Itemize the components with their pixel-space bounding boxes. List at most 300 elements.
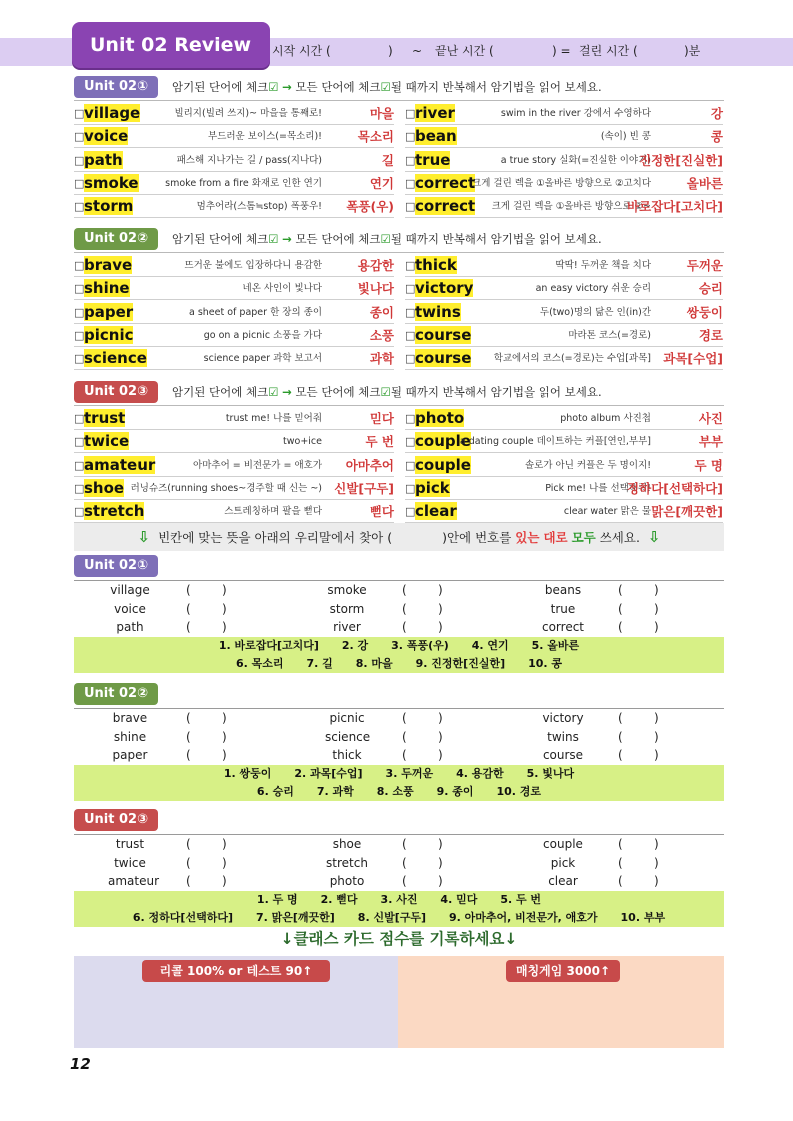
answer-close-paren[interactable]: ) xyxy=(654,711,659,725)
vocab-meaning: 진정한[진실한] xyxy=(639,152,723,168)
answer-close-paren[interactable]: ) xyxy=(222,583,227,597)
answer-close-paren[interactable]: ) xyxy=(438,711,443,725)
vocab-meaning: 용감한 xyxy=(357,258,394,273)
vocab-row xyxy=(405,195,723,218)
mnemonic-hint: two+ice xyxy=(283,436,322,448)
checkbox[interactable]: □ xyxy=(405,153,416,167)
checkbox[interactable]: □ xyxy=(405,505,416,519)
find-green: 모두 xyxy=(571,530,596,545)
quiz-row xyxy=(0,600,793,619)
quiz-word: pick xyxy=(550,855,576,870)
quiz-row xyxy=(0,709,793,728)
instr-mid: 모든 단어에 체크 xyxy=(295,385,381,399)
vocab-row xyxy=(74,125,394,148)
vocab-row xyxy=(74,500,394,523)
mnemonic-hint: 아마추어 = 비전문가 = 애호가 xyxy=(193,459,322,471)
answer-open-paren[interactable]: ( xyxy=(618,837,623,851)
vocab-meaning: 과목[수업] xyxy=(663,351,723,367)
vocab-word: shine xyxy=(84,279,130,298)
answer-close-paren[interactable]: ) xyxy=(222,874,227,889)
checkbox[interactable]: □ xyxy=(74,412,85,425)
quiz-badge: Unit 02① xyxy=(74,555,158,577)
quiz-word: river xyxy=(333,620,361,635)
answer-open-paren[interactable]: ( xyxy=(402,874,407,889)
quiz-badge: Unit 02② xyxy=(74,683,158,705)
mnemonic-hint: 솔로가 아닌 커플은 두 명이지! xyxy=(524,459,651,471)
vocab-meaning: 두꺼운 xyxy=(686,258,723,273)
vocab-row xyxy=(74,102,394,125)
answer-open-paren[interactable]: ( xyxy=(402,855,407,870)
vocab-word: twins xyxy=(415,302,461,321)
quiz-row xyxy=(0,618,793,637)
mnemonic-hint: a true story 실화(=진실한 이야기) xyxy=(500,154,651,166)
vocab-meaning: 승리 xyxy=(698,281,723,297)
answer-close-paren[interactable]: ) xyxy=(222,855,227,870)
vocab-word: couple xyxy=(415,432,471,451)
end-time-close: ) = xyxy=(552,44,571,58)
find-pre: 빈칸에 맞는 뜻을 아래의 우리말에서 찾아 ( xyxy=(158,530,393,545)
answer-open-paren[interactable]: ( xyxy=(186,601,191,616)
quiz-word: shine xyxy=(113,729,147,744)
checkbox[interactable]: □ xyxy=(74,282,85,296)
checkbox[interactable]: □ xyxy=(74,435,85,449)
vocab-row xyxy=(74,477,394,500)
vocab-meaning: 두 번 xyxy=(365,434,394,450)
vocab-row xyxy=(74,407,394,430)
vocab-row xyxy=(405,477,723,500)
answer-open-paren[interactable]: ( xyxy=(618,711,623,725)
answer-open-paren[interactable]: ( xyxy=(186,729,191,744)
arrow-right-icon: → xyxy=(282,80,292,94)
arrow-right-icon: → xyxy=(282,385,292,399)
checkbox[interactable]: □ xyxy=(405,435,416,449)
section-divider xyxy=(74,100,724,101)
vocab-word: clear xyxy=(415,502,457,521)
checkbox[interactable]: □ xyxy=(405,458,416,472)
answer-close-paren[interactable]: ) xyxy=(222,620,227,635)
section-instruction xyxy=(172,228,602,250)
checkbox[interactable]: □ xyxy=(405,282,416,296)
vocab-row xyxy=(405,324,723,347)
checkbox[interactable]: □ xyxy=(405,176,416,190)
checkbox[interactable]: □ xyxy=(74,153,85,167)
answer-close-paren[interactable]: ) xyxy=(654,601,659,616)
instr-pre: 암기된 단어에 체크 xyxy=(172,385,269,399)
quiz-word: village xyxy=(110,583,150,597)
vocab-row xyxy=(74,172,394,195)
end-time-label: 끝난 시간 ( xyxy=(435,44,494,58)
answer-close-paren[interactable]: ) xyxy=(222,748,227,763)
checkbox[interactable]: □ xyxy=(74,305,85,319)
vocab-word: couple xyxy=(415,455,471,474)
vocab-meaning: 연기 xyxy=(369,175,394,191)
answer-open-paren[interactable]: ( xyxy=(186,837,191,851)
mnemonic-hint: 학교에서의 코스(=경로)는 수업[과목] xyxy=(493,353,651,365)
answer-choices-line1: 1. 바로잡다[고치다] 2. 강 3. 폭풍(우) 4. 연기 5. 올바른 xyxy=(218,639,580,652)
section-divider xyxy=(74,252,724,253)
mnemonic-hint: 패스해 지나가는 길 / pass(지나다) xyxy=(176,154,322,166)
checkbox[interactable]: □ xyxy=(74,130,85,144)
checkbox-icon: ☑ xyxy=(268,385,279,399)
answer-close-paren[interactable]: ) xyxy=(438,620,443,635)
quiz-word: stretch xyxy=(326,855,368,870)
down-arrow-icon: ⇩ xyxy=(137,528,151,546)
mnemonic-hint: clear water 맑은 물 xyxy=(563,506,651,518)
vocab-row xyxy=(405,254,723,277)
section-divider xyxy=(74,405,724,406)
quiz-word: beans xyxy=(544,583,582,597)
time-tilde: ~ xyxy=(412,44,423,58)
checkbox[interactable]: □ xyxy=(405,412,416,425)
find-mid: )안에 번호를 xyxy=(442,530,512,545)
vocab-meaning: 맑은[깨끗한] xyxy=(651,504,723,520)
answer-open-paren[interactable]: ( xyxy=(186,583,191,597)
down-arrow-icon: ⇩ xyxy=(647,528,661,546)
checkbox[interactable]: □ xyxy=(405,259,416,272)
quiz-row xyxy=(0,581,793,600)
vocab-word: path xyxy=(84,150,123,169)
quiz-word: twice xyxy=(114,855,146,870)
mnemonic-hint: trust me! 나를 믿어줘 xyxy=(225,413,322,424)
page-number: 12 xyxy=(70,1055,91,1073)
instr-post: 될 때까지 반복해서 암기법을 읽어 보세요. xyxy=(390,385,602,399)
vocab-word: thick xyxy=(415,256,457,274)
vocab-meaning: 길 xyxy=(381,152,394,168)
quiz-word: course xyxy=(542,748,584,763)
vocab-row xyxy=(405,301,723,324)
vocab-word: brave xyxy=(84,256,133,274)
checkbox[interactable]: □ xyxy=(74,107,85,120)
record-title: ↓클래스 카드 점수를 기록하세요↓ xyxy=(280,930,518,948)
vocab-word: shoe xyxy=(84,478,125,497)
quiz-word: path xyxy=(116,620,144,635)
answer-choices-line1: 1. 두 명 2. 뻗다 3. 사진 4. 믿다 5. 두 번 xyxy=(256,893,542,906)
quiz-word: paper xyxy=(112,748,148,763)
answer-close-paren[interactable]: ) xyxy=(654,583,659,597)
checkbox[interactable]: □ xyxy=(74,458,85,472)
answer-open-paren[interactable]: ( xyxy=(402,583,407,597)
vocab-meaning: 뻗다 xyxy=(369,504,394,520)
checkbox[interactable]: □ xyxy=(74,200,85,214)
vocab-word: true xyxy=(415,150,451,169)
find-red2: 대로 xyxy=(543,530,568,545)
mnemonic-hint: swim in the river 강에서 수영하다 xyxy=(500,108,651,119)
quiz-word: brave xyxy=(112,711,148,725)
vocab-meaning: 콩 xyxy=(710,129,723,145)
quiz-word: trust xyxy=(115,837,145,851)
find-red1: 있는 xyxy=(515,530,540,545)
quiz-word: twins xyxy=(547,729,579,744)
answer-close-paren[interactable]: ) xyxy=(654,855,659,870)
answer-close-paren[interactable]: ) xyxy=(438,874,443,889)
vocab-word: correct xyxy=(415,173,476,192)
vocab-row xyxy=(405,149,723,172)
vocab-word: smoke xyxy=(84,173,139,192)
mnemonic-hint: 두(two)명의 닮은 인(in)간 xyxy=(539,306,651,318)
vocab-row xyxy=(405,407,723,430)
mnemonic-hint: 마라톤 코스(=경로) xyxy=(568,329,651,341)
vocab-row xyxy=(405,172,723,195)
vocab-row xyxy=(74,195,394,218)
vocab-meaning: 정하다[선택하다] xyxy=(627,480,723,496)
mnemonic-hint: 빌리지(빌려 쓰지)~ 마을을 통째로! xyxy=(174,108,322,119)
mnemonic-hint: (속이) 빈 콩 xyxy=(600,131,651,143)
vocab-meaning: 종이 xyxy=(369,304,394,320)
checkbox[interactable]: □ xyxy=(405,481,416,495)
mnemonic-hint: 크게 걸린 렉을 ①올바른 방향으로 ②고치다 xyxy=(472,177,651,189)
section-badge: Unit 02② xyxy=(74,228,158,250)
vocab-row xyxy=(405,102,723,125)
vocab-word: amateur xyxy=(84,455,156,474)
answer-open-paren[interactable]: ( xyxy=(402,748,407,763)
vocab-meaning: 올바른 xyxy=(686,175,723,191)
checkbox[interactable]: □ xyxy=(405,328,416,342)
recall-panel[interactable] xyxy=(74,956,398,1048)
mnemonic-hint: 부드러운 보이스(=목소리)! xyxy=(208,131,322,143)
checkbox[interactable]: □ xyxy=(74,481,85,495)
mnemonic-hint: 러닝슈즈(running shoes~경주할 때 신는 ~) xyxy=(130,482,322,494)
find-post: 쓰세요. xyxy=(599,530,640,545)
quiz-word: couple xyxy=(543,837,583,851)
vocab-row xyxy=(405,125,723,148)
quiz-word: shoe xyxy=(332,837,362,851)
answer-open-paren[interactable]: ( xyxy=(186,874,191,889)
matching-panel[interactable] xyxy=(398,956,724,1048)
quiz-word: clear xyxy=(548,874,578,889)
vocab-word: course xyxy=(415,349,472,368)
instr-post: 될 때까지 반복해서 암기법을 읽어 보세요. xyxy=(390,232,602,246)
vocab-row xyxy=(405,454,723,477)
vocab-word: trust xyxy=(84,409,126,427)
answer-close-paren[interactable]: ) xyxy=(222,711,227,725)
vocab-row xyxy=(74,430,394,453)
vocab-meaning: 경로 xyxy=(698,327,723,343)
start-time-close: ) xyxy=(388,44,393,58)
vocab-word: correct xyxy=(415,197,476,216)
checkbox[interactable]: □ xyxy=(405,130,416,144)
vocab-word: course xyxy=(415,325,472,344)
quiz-word: victory xyxy=(542,711,584,725)
answer-choices-line2: 6. 승리 7. 과학 8. 소풍 9. 종이 10. 경로 xyxy=(256,785,542,798)
mnemonic-hint: a dating couple 데이트하는 커플[연인,부부] xyxy=(459,436,651,448)
vocab-row xyxy=(74,454,394,477)
instr-pre: 암기된 단어에 체크 xyxy=(172,80,269,94)
checkbox-icon: ☑ xyxy=(268,232,279,246)
vocab-word: storm xyxy=(84,197,134,216)
vocab-meaning: 폭풍(우) xyxy=(346,199,394,215)
answer-close-paren[interactable]: ) xyxy=(438,729,443,744)
vocab-word: science xyxy=(84,349,147,368)
mnemonic-hint: science paper 과학 보고서 xyxy=(203,353,322,365)
vocab-row xyxy=(74,324,394,347)
answer-close-paren[interactable]: ) xyxy=(438,748,443,763)
quiz-row xyxy=(0,854,793,873)
vocab-word: voice xyxy=(84,127,129,146)
answer-open-paren[interactable]: ( xyxy=(402,837,407,851)
mnemonic-hint: photo album 사진첩 xyxy=(560,413,651,424)
answer-open-paren[interactable]: ( xyxy=(618,601,623,616)
answer-open-paren[interactable]: ( xyxy=(186,711,191,725)
answer-close-paren[interactable]: ) xyxy=(438,601,443,616)
vocab-row xyxy=(74,347,394,370)
instr-pre: 암기된 단어에 체크 xyxy=(172,232,269,246)
mnemonic-hint: 멈추어라(스톰≒stop) 폭풍우! xyxy=(196,201,322,213)
checkbox[interactable]: □ xyxy=(405,305,416,319)
time-record-line xyxy=(272,40,782,62)
mnemonic-hint: 크게 걸린 렉을 ①올바른 방향으로 ②~ xyxy=(491,201,651,213)
checkbox[interactable]: □ xyxy=(74,176,85,190)
quiz-word: picnic xyxy=(329,711,365,725)
checkbox-icon: ☑ xyxy=(380,80,391,94)
answer-open-paren[interactable]: ( xyxy=(618,583,623,597)
vocab-row xyxy=(74,149,394,172)
answer-open-paren[interactable]: ( xyxy=(618,729,623,744)
vocab-meaning: 두 명 xyxy=(694,457,723,473)
instr-post: 될 때까지 반복해서 암기법을 읽어 보세요. xyxy=(390,80,602,94)
quiz-row xyxy=(0,728,793,747)
checkbox-icon: ☑ xyxy=(268,80,279,94)
vocab-word: pick xyxy=(415,478,450,497)
answer-open-paren[interactable]: ( xyxy=(186,620,191,635)
answer-open-paren[interactable]: ( xyxy=(618,748,623,763)
answer-close-paren[interactable]: ) xyxy=(654,729,659,744)
quiz-badge: Unit 02③ xyxy=(74,809,158,831)
answer-close-paren[interactable]: ) xyxy=(222,729,227,744)
quiz-word: smoke xyxy=(327,583,367,597)
answer-close-paren[interactable]: ) xyxy=(654,837,659,851)
quiz-word: true xyxy=(550,601,576,616)
quiz-word: storm xyxy=(329,601,365,616)
mnemonic-hint: go on a picnic 소풍을 가다 xyxy=(203,329,322,341)
vocab-meaning: 목소리 xyxy=(357,129,394,145)
quiz-word: correct xyxy=(541,620,585,635)
vocab-meaning: 바로잡다[고치다] xyxy=(627,199,723,215)
quiz-word: photo xyxy=(329,874,365,889)
mnemonic-hint: 딱딱! 두꺼운 책을 치다 xyxy=(555,260,651,271)
vocab-word: victory xyxy=(415,279,474,298)
vocab-meaning: 부부 xyxy=(698,434,723,450)
vocab-word: picnic xyxy=(84,325,134,344)
vocab-word: twice xyxy=(84,432,130,451)
vocab-row xyxy=(405,277,723,300)
answer-open-paren[interactable]: ( xyxy=(618,855,623,870)
quiz-word: science xyxy=(325,729,371,744)
quiz-word: amateur xyxy=(108,874,160,889)
answer-open-paren[interactable]: ( xyxy=(186,855,191,870)
vocab-meaning: 사진 xyxy=(698,411,723,426)
answer-choices-line1: 1. 쌍둥이 2. 과목[수업] 3. 두꺼운 4. 용감한 5. 빛나다 xyxy=(223,767,575,780)
mnemonic-hint: 뜨거운 불에도 입장하다니 용감한 xyxy=(184,260,322,271)
vocab-row xyxy=(74,254,394,277)
answer-open-paren[interactable]: ( xyxy=(402,711,407,725)
vocab-row xyxy=(74,277,394,300)
vocab-row xyxy=(405,347,723,370)
vocab-meaning: 소풍 xyxy=(369,327,394,343)
vocab-row xyxy=(74,301,394,324)
matching-pill: 매칭게임 3000↑ xyxy=(506,960,620,982)
instr-mid: 모든 단어에 체크 xyxy=(295,80,381,94)
answer-open-paren[interactable]: ( xyxy=(618,874,623,889)
mnemonic-hint: Pick me! 나를 선택해줘! xyxy=(545,482,651,494)
section-badge: Unit 02① xyxy=(74,76,158,98)
quiz-word: thick xyxy=(332,748,362,763)
checkbox[interactable]: □ xyxy=(74,259,85,272)
start-time-label: 시작 시간 ( xyxy=(272,44,331,58)
vocab-meaning: 쌍둥이 xyxy=(686,304,723,320)
vocab-meaning: 과학 xyxy=(369,351,394,367)
checkbox[interactable]: □ xyxy=(405,107,416,120)
answer-close-paren[interactable]: ) xyxy=(438,837,443,851)
section-badge: Unit 02③ xyxy=(74,381,158,403)
vocab-word: village xyxy=(84,104,141,122)
vocab-word: river xyxy=(415,104,455,122)
section-instruction xyxy=(172,381,602,403)
vocab-meaning: 아마추어 xyxy=(345,457,394,473)
quiz-row xyxy=(0,746,793,765)
answer-close-paren[interactable]: ) xyxy=(222,837,227,851)
answer-close-paren[interactable]: ) xyxy=(438,583,443,597)
answer-close-paren[interactable]: ) xyxy=(438,855,443,870)
elapsed-time-label: 걸린 시간 ( xyxy=(579,44,638,58)
vocab-word: paper xyxy=(84,302,134,321)
elapsed-time-close: )분 xyxy=(684,44,701,58)
vocab-row xyxy=(405,500,723,523)
vocab-row xyxy=(405,430,723,453)
checkbox-icon: ☑ xyxy=(380,385,391,399)
vocab-word: stretch xyxy=(84,502,145,521)
unit-title: Unit 02 Review xyxy=(72,22,270,68)
vocab-meaning: 신발[구두] xyxy=(334,480,394,496)
mnemonic-hint: an easy victory 쉬운 승리 xyxy=(535,283,651,295)
answer-open-paren[interactable]: ( xyxy=(402,729,407,744)
checkbox[interactable]: □ xyxy=(74,352,85,366)
answer-close-paren[interactable]: ) xyxy=(654,620,659,635)
mnemonic-hint: 네온 사인이 빛나다 xyxy=(242,283,322,295)
mnemonic-hint: a sheet of paper 한 장의 종이 xyxy=(189,306,322,318)
answer-open-paren[interactable]: ( xyxy=(402,601,407,616)
vocab-word: photo xyxy=(415,409,465,427)
vocab-meaning: 빛나다 xyxy=(357,281,394,297)
instr-mid: 모든 단어에 체크 xyxy=(295,232,381,246)
recall-pill: 리콜 100% or 테스트 90↑ xyxy=(142,960,330,982)
mnemonic-hint: smoke from a fire 화재로 인한 연기 xyxy=(165,177,322,189)
checkbox[interactable]: □ xyxy=(405,200,416,214)
answer-open-paren[interactable]: ( xyxy=(618,620,623,635)
checkbox[interactable]: □ xyxy=(405,352,416,366)
vocab-meaning: 마을 xyxy=(369,106,394,121)
section-instruction xyxy=(172,76,602,98)
answer-close-paren[interactable]: ) xyxy=(654,748,659,763)
answer-choices-line2: 6. 정하다[선택하다] 7. 맑은[깨끗한] 8. 신발[구두] 9. 아마추어, 비전문가, 애호가 10. 부부 xyxy=(132,911,666,924)
answer-choices-line2: 6. 목소리 7. 길 8. 마을 9. 진정한[진실한] 10. 콩 xyxy=(235,657,563,670)
vocab-meaning: 강 xyxy=(710,106,723,121)
answer-close-paren[interactable]: ) xyxy=(654,874,659,889)
answer-close-paren[interactable]: ) xyxy=(222,601,227,616)
checkbox-icon: ☑ xyxy=(380,232,391,246)
answer-open-paren[interactable]: ( xyxy=(186,748,191,763)
checkbox[interactable]: □ xyxy=(74,328,85,342)
vocab-word: bean xyxy=(415,127,457,146)
quiz-row xyxy=(0,872,793,891)
quiz-word: voice xyxy=(114,601,146,616)
checkbox[interactable]: □ xyxy=(74,505,85,519)
quiz-row xyxy=(0,835,793,854)
vocab-meaning: 믿다 xyxy=(369,411,394,426)
find-instruction xyxy=(74,523,724,551)
arrow-right-icon: → xyxy=(282,232,292,246)
answer-open-paren[interactable]: ( xyxy=(402,620,407,635)
mnemonic-hint: 스트레칭하며 팔을 뻗다 xyxy=(224,506,322,518)
